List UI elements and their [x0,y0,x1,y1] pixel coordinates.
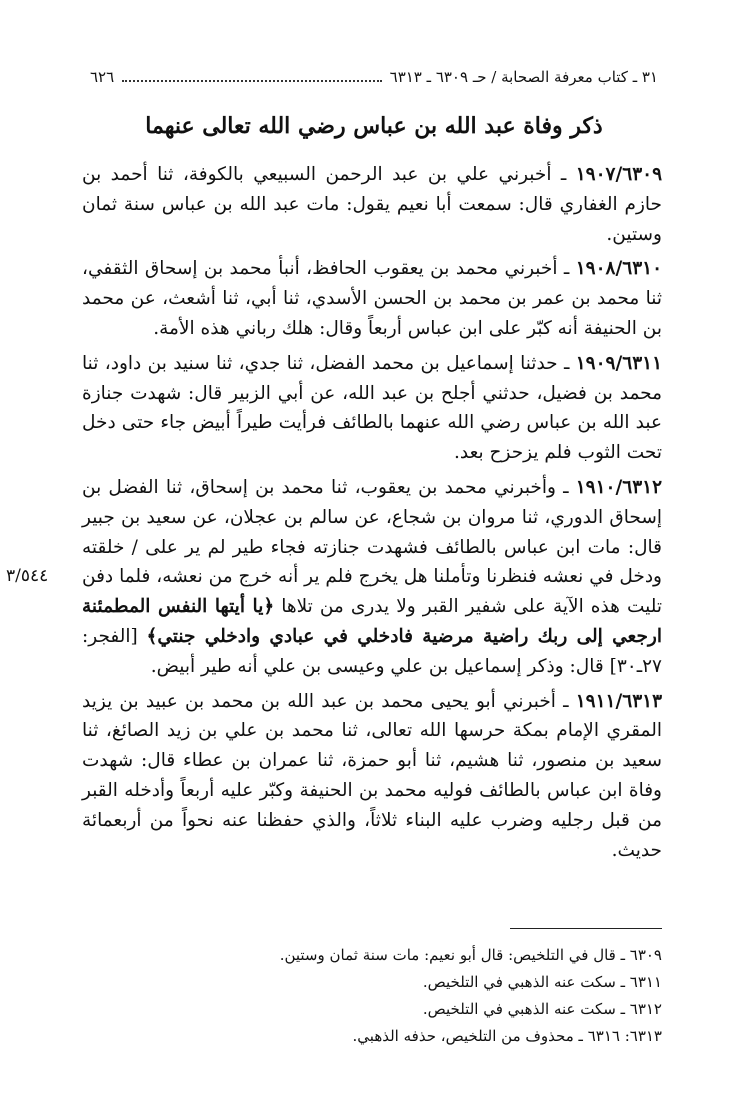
hadith-text-continued: [الفجر: ٢٧ـ٣٠] قال: وذكر إسماعيل بن علي وعيسى بن علي أنه طير أبيض. [82,625,662,677]
hadith-text: ـ أخبرني أبو يحيى محمد بن عبد الله بن محمد بن عبيد بن يزيد المقري الإمام بمكة حرسها الله تعالى، ثنا محمد بن علي بن زيد الصائغ، ثنا سعيد بن منصور، ثنا هشيم، ثنا أبو حمزة، ثنا عمران بن عطاء قال: شهدت وفاة ابن عباس بالطائف فوليه محمد بن الحنيفة وكبّر عليه أربعاً وأدخله القبر من قبل رجليه وضرب عليه البناء ثلاثاً، والذي حفظنا عنه نحواً من أربعمائة حديث. [82,690,662,861]
hadith-paragraph [82,349,662,468]
hadith-text: ـ حدثنا إسماعيل بن محمد الفضل، ثنا جدي، ثنا سنيد بن داود، ثنا محمد بن فضيل، حدثني أجلح بن عبد الله، عن أبي الزبير قال: شهدت جنازة عبد الله بن عباس رضي الله عنهما بالطائف فرأيت طيراً أبيض جاء حتى دخل تحت الثوب فلم يزحزح بعد. [82,352,662,464]
section-title: ذكر وفاة عبد الله بن عباس رضي الله تعالى عنهما [145,113,603,139]
footnote: ٦٣١١ ـ سكت عنه الذهبي في التلخيص. [422,973,662,991]
page-number: ٦٢٦ [90,68,115,86]
footnote-divider [510,928,662,929]
hadith-number: ١٩١٠/٦٣١٢ [575,476,662,498]
hadith-text: ـ أخبرني علي بن عبد الرحمن السبيعي بالكوفة، ثنا أحمد بن حازم الغفاري قال: سمعت أبا نعيم يقول: مات عبد الله بن عباس سنة ثمان وستين. [82,164,662,245]
main-text [82,160,662,870]
hadith-number: ١٩٠٩/٦٣١١ [575,352,662,374]
footnote: ٦٣٠٩ ـ قال في التلخيص: قال أبو نعيم: مات سنة ثمان وستين. [279,946,662,964]
footnotes [82,942,662,1050]
hadith-paragraph [82,254,662,343]
hadith-number: ١٩١١/٦٣١٣ [575,690,662,712]
hadith-paragraph [82,687,662,866]
margin-volume-reference: ٣/٥٤٤ [6,566,49,586]
footnote: ٦٣١٣: ٦٣١٦ ـ محذوف من التلخيص، حذفه الذهبي. [352,1027,662,1045]
hadith-text: ـ وأخبرني محمد بن يعقوب، ثنا محمد بن إسحاق، ثنا الفضل بن إسحاق الدوري، ثنا مروان بن شجاع، عن سالم بن عجلان، عن سعيد بن جبير قال: مات ابن عباس بالطائف فشهدت جنازته فجاء طير لم ير على / خلقته ودخل في نعشه فنظرنا وتأملنا هل يخرج فلم ير أنه خرج من نعشه، فلما دفن تليت هذه الآية على شفير القبر ولا يدرى من تلاها [82,476,662,618]
hadith-paragraph [82,473,662,682]
header-leader-dots [122,72,381,82]
hadith-paragraph [82,160,662,249]
running-title: ٣١ ـ كتاب معرفة الصحابة / حـ ٦٣٠٩ ـ ٦٣١٣ [389,68,658,86]
quran-verse: ﴿يا أيتها النفس المطمئنة ارجعي إلى ربك راضية مرضية فادخلي في عبادي وادخلي جنتي﴾ [82,596,662,647]
footnote: ٦٣١٢ ـ سكت عنه الذهبي في التلخيص. [422,1000,662,1018]
running-header [90,64,658,90]
hadith-text: ـ أخبرني محمد بن يعقوب الحافظ، أنبأ محمد بن إسحاق الثقفي، ثنا محمد بن عمر بن محمد بن الحسن الأسدي، ثنا أبي، ثنا أشعث، عن محمد بن الحنيفة أنه كبّر على ابن عباس أربعاً وقال: هلك رباني هذه الأمة. [82,258,662,339]
hadith-number: ١٩٠٧/٦٣٠٩ [575,164,662,185]
hadith-number: ١٩٠٨/٦٣١٠ [575,258,662,280]
